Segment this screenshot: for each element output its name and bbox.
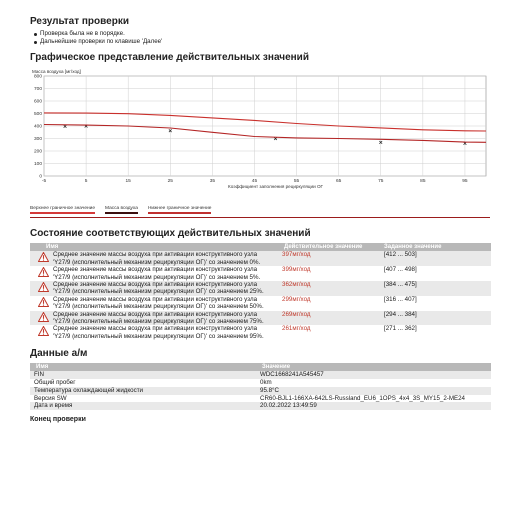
y-tick-label: 400 bbox=[33, 124, 42, 130]
table-row bbox=[30, 387, 491, 395]
y-tick-label: 700 bbox=[33, 87, 42, 93]
table-row bbox=[30, 296, 491, 311]
y-tick-label: 200 bbox=[33, 149, 42, 155]
y-tick-label: 0 bbox=[39, 174, 42, 180]
y-axis-label: Масса воздуха [мг/ход] bbox=[32, 69, 81, 75]
y-tick-label: 600 bbox=[33, 99, 42, 105]
ecu-name: Температура охлаждающей жидкости bbox=[30, 387, 256, 395]
table-row bbox=[30, 395, 491, 403]
legend-swatch bbox=[105, 212, 138, 214]
table-row bbox=[30, 266, 491, 281]
result-title: Результат проверки bbox=[30, 16, 129, 27]
table-row bbox=[30, 371, 491, 379]
legend-item-air-mass bbox=[105, 206, 138, 214]
graph-title: Графическое представление действительных значений bbox=[30, 52, 309, 64]
x-tick-label: 85 bbox=[420, 179, 426, 185]
state-table bbox=[30, 243, 491, 340]
col-header-name: Имя bbox=[30, 363, 256, 371]
name-cell bbox=[30, 266, 278, 281]
target-value: [384 ... 475] bbox=[378, 281, 491, 296]
chart-legend bbox=[30, 200, 490, 214]
x-tick-label: -5 bbox=[41, 179, 47, 185]
target-value: [412 ... 503] bbox=[378, 251, 491, 266]
x-tick-label: 55 bbox=[293, 179, 300, 185]
row-name: Среднее значение массы воздуха при активации конструктивного узла 'Y27/9 (исполнительный механизм рециркуляции ОГ)' со значением 5%. bbox=[53, 266, 261, 281]
x-tick-label: 25 bbox=[167, 179, 173, 185]
actual-value: 397мг/ход bbox=[278, 251, 378, 266]
result-bullets bbox=[34, 30, 521, 46]
col-header-value: Значение bbox=[256, 363, 491, 371]
x-tick-label: 5 bbox=[84, 179, 88, 185]
actual-value: 362мг/ход bbox=[278, 281, 378, 296]
x-tick-label: 45 bbox=[251, 179, 258, 185]
actual-value: 299мг/ход bbox=[278, 296, 378, 311]
legend-swatch bbox=[30, 212, 95, 214]
ecu-name: Общий пробег bbox=[30, 379, 256, 387]
state-table-header bbox=[30, 243, 491, 251]
ecu-value: 20.02.2022 13:49:59 bbox=[256, 402, 491, 410]
y-tick-label: 500 bbox=[33, 112, 42, 118]
actual-value: 399мг/ход bbox=[278, 266, 378, 281]
ecu-table-header bbox=[30, 363, 491, 371]
target-value: [407 ... 498] bbox=[378, 266, 491, 281]
ecu-value: 0km bbox=[256, 379, 491, 387]
ecu-value: CR60-BJL1-166XA-642LS-Russland_EU6_1OPS_4x4_3S_MY15_2-ME24 bbox=[256, 395, 491, 403]
section-divider bbox=[30, 217, 490, 218]
target-value: [316 ... 407] bbox=[378, 296, 491, 311]
x-tick-label: 95 bbox=[462, 179, 468, 185]
table-row bbox=[30, 325, 491, 340]
table-row bbox=[30, 311, 491, 326]
ecu-value: 95.8°C bbox=[256, 387, 491, 395]
name-cell bbox=[30, 325, 278, 340]
legend-item-lower bbox=[148, 206, 211, 214]
y-tick-label: 300 bbox=[33, 137, 42, 143]
chart-svg bbox=[30, 67, 490, 197]
name-cell bbox=[30, 281, 278, 296]
legend-label: Верхнее граничное значение bbox=[30, 206, 96, 212]
ecu-name: Версия SW bbox=[30, 395, 256, 403]
row-name: Среднее значение массы воздуха при активации конструктивного узла 'Y27/9 (исполнительный механизм рециркуляции ОГ)' со значением 75%. bbox=[53, 310, 264, 326]
table-row bbox=[30, 281, 491, 296]
y-tick-label: 100 bbox=[33, 162, 42, 168]
x-tick-label: 35 bbox=[209, 179, 216, 185]
end-title: Конец проверки bbox=[30, 416, 86, 424]
warning-icon bbox=[38, 297, 49, 307]
ecu-title: Данные а/м bbox=[30, 348, 88, 360]
name-cell bbox=[30, 251, 278, 266]
row-name: Среднее значение массы воздуха при активации конструктивного узла 'Y27/9 (исполнительный механизм рециркуляции ОГ)' со значением 25%. bbox=[53, 281, 264, 296]
warning-icon bbox=[38, 312, 49, 322]
name-cell bbox=[30, 311, 278, 326]
table-row bbox=[30, 402, 491, 410]
result-bullet: Проверка была не в порядке. bbox=[34, 30, 521, 38]
x-tick-label: 15 bbox=[125, 179, 131, 185]
result-bullet: Дальнейшие проверки по клавише 'Далее' bbox=[34, 38, 521, 46]
row-name: Среднее значение массы воздуха при активации конструктивного узла 'Y27/9 (исполнительный механизм рециркуляции ОГ)' со значением 0%. bbox=[53, 251, 261, 266]
warning-icon bbox=[38, 326, 49, 336]
ecu-name: Дата и время bbox=[30, 402, 256, 410]
col-header-actual: Действительное значение bbox=[278, 243, 378, 251]
warning-icon bbox=[38, 267, 49, 277]
x-tick-label: 65 bbox=[335, 179, 342, 185]
x-tick-label: 75 bbox=[378, 179, 384, 185]
col-header-target: Заданное значение bbox=[378, 243, 491, 251]
legend-swatch bbox=[148, 212, 211, 214]
warning-icon bbox=[38, 252, 49, 262]
warning-icon bbox=[38, 282, 49, 292]
table-row bbox=[30, 251, 491, 266]
ecu-value: WDC1668241A545457 bbox=[256, 371, 491, 379]
y-tick-label: 800 bbox=[33, 74, 42, 80]
legend-label: Нижнее граничное значение bbox=[147, 206, 212, 212]
legend-item-upper bbox=[30, 206, 95, 214]
table-row bbox=[30, 379, 491, 387]
name-cell bbox=[30, 296, 278, 311]
air-mass-chart bbox=[30, 67, 490, 197]
x-axis-label: Коэффициент заполнения рециркуляции ОГ bbox=[228, 184, 324, 190]
target-value: [271 ... 362] bbox=[378, 325, 491, 340]
actual-value: 269мг/ход bbox=[278, 311, 378, 326]
ecu-table bbox=[30, 363, 491, 410]
row-name: Среднее значение массы воздуха при активации конструктивного узла 'Y27/9 (исполнительный механизм рециркуляции ОГ)' со значением 95%. bbox=[53, 325, 264, 340]
target-value: [294 ... 384] bbox=[378, 311, 491, 326]
col-header-name: Имя bbox=[30, 243, 278, 251]
row-name: Среднее значение массы воздуха при активации конструктивного узла 'Y27/9 (исполнительный механизм рециркуляции ОГ)' со значением 50%. bbox=[53, 295, 264, 311]
actual-value: 261мг/ход bbox=[278, 325, 378, 340]
legend-label: Масса воздуха bbox=[105, 206, 138, 212]
ecu-name: FIN bbox=[30, 371, 256, 379]
state-title: Состояние соответствующих действительных значений bbox=[30, 228, 311, 240]
